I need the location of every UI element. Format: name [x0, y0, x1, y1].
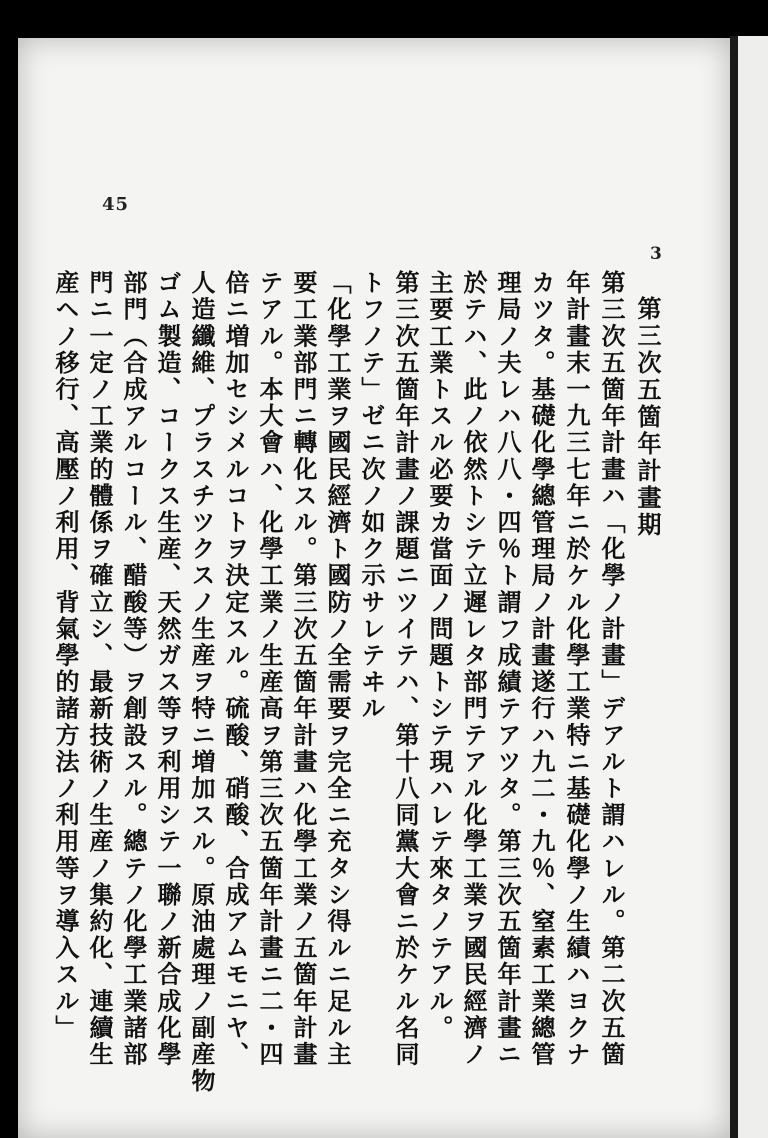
text-column: 人造纖維、プラスチツクスノ生産ヲ特ニ増加スル。原油處理ノ副産物 [187, 270, 216, 1095]
facing-page-edge [738, 36, 768, 1138]
book-page [18, 38, 730, 1138]
text-column: 於テハ、此ノ依然トシテ立遲レタ部門テアル化學工業ヲ國民經濟ノ [459, 270, 488, 1068]
text-column: 要工業部門ニ轉化スル。第三次五箇年計畫ハ化學工業ノ五箇年計畫 [289, 270, 318, 1068]
text-column: 年計畫末一九三七年ニ於ケル化學工業特ニ基礎化學ノ生績ハヨクナ [562, 270, 591, 1068]
section-heading: 第三次五箇年計畫期 [633, 296, 662, 539]
text-column: 部門（合成アルコール、醋酸等）ヲ創設スル。總テノ化學工業諸部 [119, 270, 148, 1068]
text-column: ゴム製造、コークス生産、天然ガス等ヲ利用シテ一聯ノ新合成化學 [153, 270, 182, 1068]
book-gutter [730, 36, 738, 1138]
text-column: 門ニ一定ノ工業的體係ヲ確立シ、最新技術ノ生産ノ集約化、連續生 [85, 270, 114, 1068]
text-column: 第三次五箇年計畫ハ「化學ノ計畫」デアルト謂ハレル。第二次五箇 [597, 270, 626, 1068]
text-column: 産ヘノ移行、高壓ノ利用、背氣學的諸方法ノ利用等ヲ導入スル」 [51, 270, 80, 1042]
text-column: 「化學工業ヲ國民經濟ト國防ノ全需要ヲ完全ニ充タシ得ルニ足ル主 [323, 270, 352, 1068]
text-column: トフノテ」ゼニ次ノ如ク示サレテヰル [357, 270, 386, 723]
section-number: 3 [650, 244, 662, 264]
text-column: 理局ノ夫レハ八八・四％ト謂フ成績テアツタ。第三次五箇年計畫ニ [493, 270, 522, 1068]
text-column: 倍ニ増加セシメルコトヲ決定スル。硫酸、硝酸、合成アムモニヤ、 [221, 270, 250, 1068]
text-column: 第三次五箇年計畫ノ課題ニツイテハ、第十八同黨大會ニ於ケル名同 [391, 270, 420, 1068]
text-column: テアル。本大會ハ、化學工業ノ生産高ヲ第三次五箇年計畫ニ二・四 [255, 270, 284, 1068]
page-number: 45 [102, 194, 130, 215]
text-column: カツタ。基礎化學總管理局ノ計畫遂行ハ九二・九％、窒素工業總管 [527, 270, 556, 1068]
text-column: 主要工業トスル必要カ當面ノ問題トシテ現ハレテ來タノテアル。 [425, 270, 454, 1042]
